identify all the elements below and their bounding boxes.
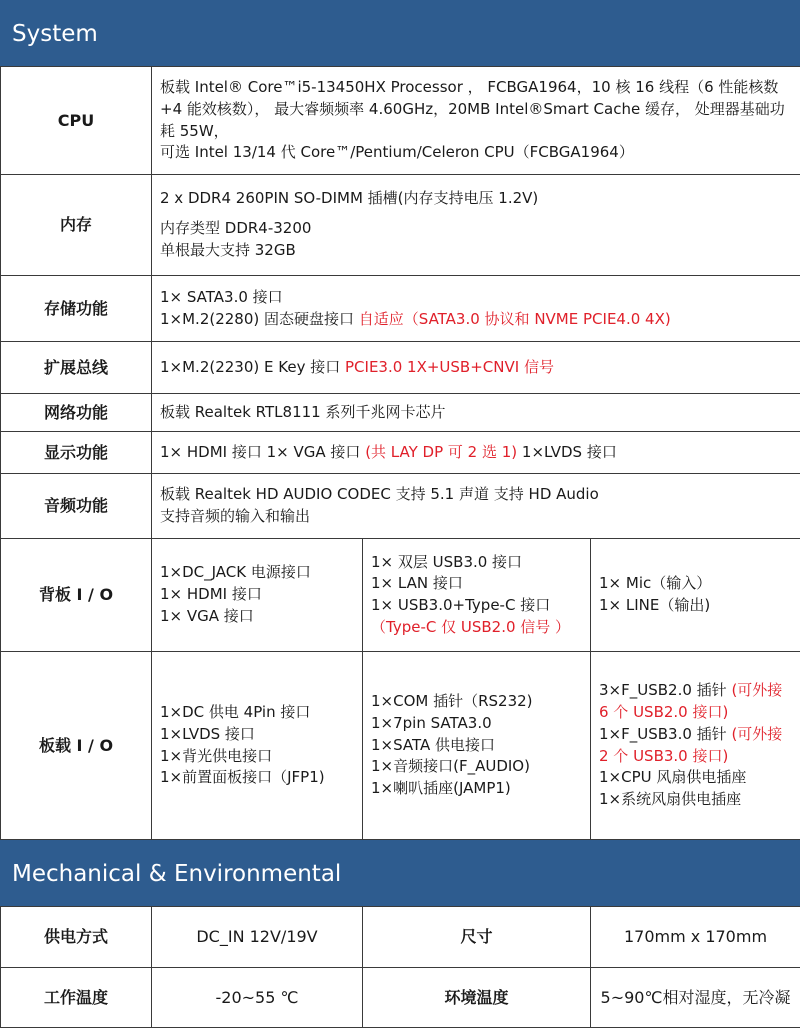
onboard-io-item: 1×背光供电接口 [160, 746, 273, 765]
storage-line-1: 1× SATA3.0 接口 [160, 287, 283, 306]
expansion-row [1, 342, 800, 394]
storage-label: 存储功能 [1, 276, 152, 342]
memory-row [1, 175, 800, 276]
display-text-b: 1×LVDS 接口 [521, 442, 617, 461]
memory-line-3: 单根最大支持 32GB [160, 240, 296, 259]
rear-io-item: 1× VGA 接口 [160, 606, 254, 625]
size-value: 170mm x 170mm [591, 907, 800, 968]
rear-io-row [1, 539, 800, 652]
network-label: 网络功能 [1, 394, 152, 432]
onboard-io-row [1, 652, 800, 840]
rear-io-item: 1× Mic（输入） [599, 574, 712, 593]
network-value: 板载 Realtek RTL8111 系列千兆网卡芯片 [152, 394, 800, 432]
rear-io-col-1 [152, 539, 363, 652]
usb2-header-note: (可外接 6 个 USB2.0 接口) [599, 681, 783, 721]
env-value: 5~90℃相对湿度，无冷凝 [591, 968, 800, 1028]
storage-value [152, 276, 800, 342]
cpu-row [1, 67, 800, 175]
storage-note: 自适应（SATA3.0 协议和 NVME PCIE4.0 4X) [358, 309, 671, 328]
display-label: 显示功能 [1, 432, 152, 474]
onboard-io-item: 1×SATA 供电接口 [371, 735, 496, 754]
mech-row-2 [1, 968, 800, 1028]
onboard-io-usb3 [599, 724, 792, 768]
display-value [152, 432, 800, 474]
expansion-text: 1×M.2(2230) E Key 接口 [160, 357, 345, 376]
rear-io-item: 1× HDMI 接口 [160, 585, 262, 604]
section-header-mechanical: Mechanical & Environmental [0, 840, 800, 906]
memory-label: 内存 [1, 175, 152, 276]
onboard-io-item: 1×LVDS 接口 [160, 724, 255, 743]
cpu-value [152, 67, 800, 175]
storage-line-2 [160, 309, 792, 331]
rear-io-item: 1×DC_JACK 电源接口 [160, 563, 311, 582]
onboard-io-item: 1×DC 供电 4Pin 接口 [160, 703, 311, 721]
size-label: 尺寸 [363, 907, 591, 968]
power-label: 供电方式 [1, 907, 152, 968]
rear-io-item: 1× 双层 USB3.0 接口 [371, 552, 523, 571]
onboard-io-item: 1×音频接口(F_AUDIO) [371, 757, 530, 776]
expansion-value [152, 342, 800, 394]
expansion-label: 扩展总线 [1, 342, 152, 394]
audio-label: 音频功能 [1, 474, 152, 539]
storage-row [1, 276, 800, 342]
temp-label: 工作温度 [1, 968, 152, 1028]
onboard-io-item: 1×系统风扇供电插座 [599, 790, 742, 808]
onboard-io-item: 1×COM 插针（RS232) [371, 692, 533, 711]
display-row [1, 432, 800, 474]
usb3-header-note: (可外接 2 个 USB3.0 接口) [599, 724, 783, 765]
mechanical-spec-table [0, 906, 800, 1028]
section-header-system: System [0, 0, 800, 66]
cpu-line-1: 板载 Intel® Core™i5-13450HX Processor ， FCBGA1964，10 核 16 线程（6 性能核数+4 能效核数）， 最大睿频频率 4.60GHz，20MB Intel®Smart Cache 缓存， 处理器基础功耗 55W， [160, 78, 785, 140]
system-spec-table [0, 66, 800, 840]
rear-io-item: 1× LINE（输出) [599, 596, 711, 614]
audio-value [152, 474, 800, 539]
memory-line-1: 2 x DDR4 260PIN SO-DIMM 插槽(内存支持电压 1.2V) [160, 189, 539, 208]
rear-io-col-3 [591, 539, 800, 652]
mech-row-1 [1, 907, 800, 968]
storage-m2-text: 1×M.2(2280) 固态硬盘接口 [160, 309, 359, 328]
rear-io-col-2 [363, 539, 591, 652]
cpu-label: CPU [1, 67, 152, 175]
display-text-a: 1× HDMI 接口 1× VGA 接口 [160, 442, 366, 461]
onboard-io-usb2 [599, 680, 792, 724]
env-label: 环境温度 [363, 968, 591, 1028]
rear-io-item: 1× USB3.0+Type-C 接口 [371, 596, 551, 614]
onboard-io-item: 1×喇叭插座(JAMP1) [371, 779, 511, 798]
cpu-line-2: 可选 Intel 13/14 代 Core™/Pentium/Celeron CPU（FCBGA1964） [160, 143, 634, 162]
memory-line-2: 内存类型 DDR4-3200 [160, 219, 312, 238]
usb2-header-text: 3×F_USB2.0 插针 [599, 681, 732, 700]
onboard-io-label: 板载 I / O [1, 652, 152, 840]
onboard-io-item: 1×前置面板接口（JFP1) [160, 768, 325, 787]
usb3-header-text: 1×F_USB3.0 插针 [599, 724, 732, 743]
onboard-io-col-2 [363, 652, 591, 840]
rear-io-item: 1× LAN 接口 [371, 574, 463, 593]
onboard-io-item: 1×CPU 风扇供电插座 [599, 768, 747, 787]
onboard-io-item: 1×7pin SATA3.0 [371, 713, 492, 732]
onboard-io-col-3 [591, 652, 800, 840]
power-value: DC_IN 12V/19V [152, 907, 363, 968]
onboard-io-col-1 [152, 652, 363, 840]
expansion-note: PCIE3.0 1X+USB+CNVI 信号 [345, 357, 554, 376]
audio-line-2: 支持音频的输入和输出 [160, 507, 311, 525]
rear-io-typec-note: （Type-C 仅 USB2.0 信号 ） [371, 617, 571, 636]
temp-value: -20~55 ℃ [152, 968, 363, 1028]
network-row [1, 394, 800, 432]
audio-line-1: 板载 Realtek HD AUDIO CODEC 支持 5.1 声道 支持 HD Audio [160, 485, 599, 504]
memory-value [152, 175, 800, 276]
display-note: (共 LAY DP 可 2 选 1) [365, 442, 522, 461]
audio-row [1, 474, 800, 539]
rear-io-label: 背板 I / O [1, 539, 152, 652]
